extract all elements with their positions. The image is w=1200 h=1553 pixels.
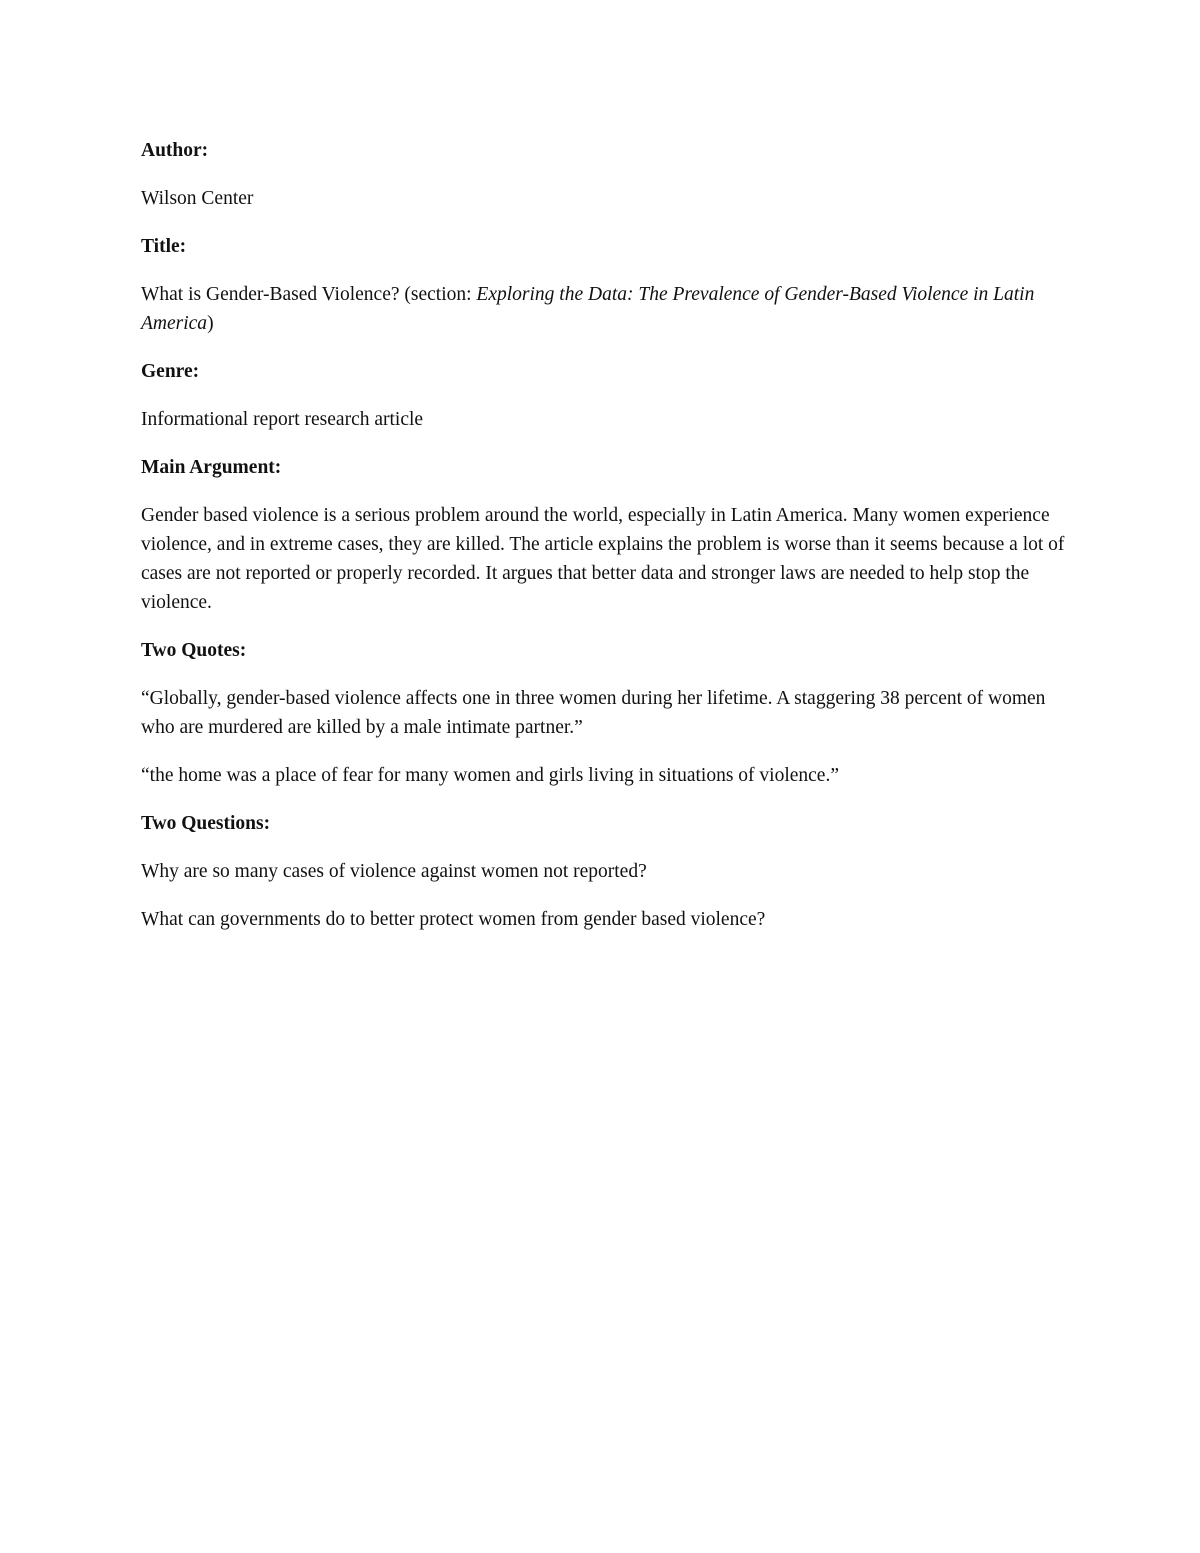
title-heading: Title: xyxy=(141,236,187,257)
main-argument-text: Gender based violence is a serious problem around the world, especially in Latin America. Many women experience violence, and in extreme cases, they are killed. The article explains the problem is worse than it seems because a lot of cases are not reported or properly recorded. It argues that better data and stronger laws are needed to help stop the violence. xyxy=(141,505,1065,613)
author-heading: Author: xyxy=(141,140,209,161)
title-section-italic: Exploring the Data: The Prevalence of Gender-Based Violence in Latin America xyxy=(141,284,1035,334)
document-body xyxy=(141,136,1066,953)
main-argument-heading: Main Argument: xyxy=(141,457,282,478)
quotes-heading: Two Quotes: xyxy=(141,640,247,661)
question-2: What can governments do to better protect women from gender based violence? xyxy=(141,909,766,930)
title-suffix: ) xyxy=(207,313,214,334)
genre-heading: Genre: xyxy=(141,361,200,382)
quote-1: “Globally, gender-based violence affects one in three women during her lifetime. A staggering 38 percent of women who are murdered are killed by a male intimate partner.” xyxy=(141,688,1046,738)
quote-2: “the home was a place of fear for many women and girls living in situations of violence.” xyxy=(141,765,839,786)
author-text: Wilson Center xyxy=(141,188,254,209)
title-prefix: What is Gender-Based Violence? (section: xyxy=(141,284,477,305)
question-1: Why are so many cases of violence against women not reported? xyxy=(141,861,647,882)
title-text xyxy=(141,280,1066,338)
genre-text: Informational report research article xyxy=(141,409,424,430)
questions-heading: Two Questions: xyxy=(141,813,271,834)
